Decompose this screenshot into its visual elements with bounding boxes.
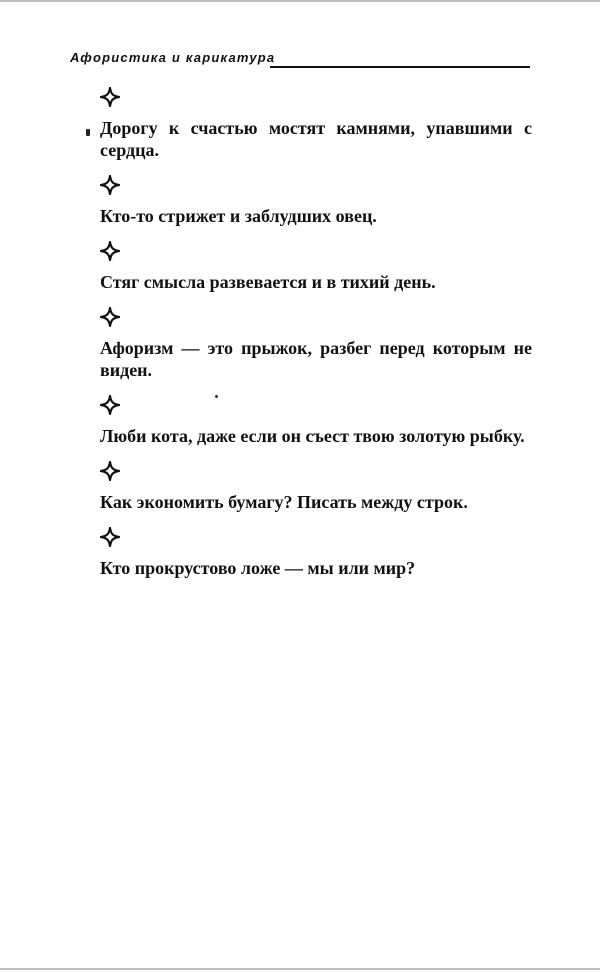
four-point-star-icon: [100, 241, 120, 261]
aphorism-text: Афоризм — это прыжок, разбег перед которым не виден.: [100, 338, 532, 380]
aphorism-list: [100, 87, 532, 593]
aphorism-item: [100, 175, 532, 227]
aphorism-text: Кто прокрустово ложе — мы или мир?: [100, 558, 416, 578]
page-top-border: [0, 0, 600, 2]
four-point-star-icon: [100, 307, 120, 327]
four-point-star-icon: [100, 175, 120, 195]
aphorism-item: [100, 87, 532, 161]
running-header: [70, 50, 530, 66]
aphorism-item: [100, 395, 532, 447]
aphorism-item: [100, 527, 532, 579]
aphorism-item: [100, 307, 532, 381]
four-point-star-icon: [100, 461, 120, 481]
four-point-star-icon: [100, 395, 120, 415]
running-title: Афористика и карикатура: [70, 50, 276, 65]
stray-print-dot: [215, 395, 218, 398]
aphorism-text: Дорогу к счастью мостят камнями, упавшими с сердца.: [100, 118, 532, 160]
four-point-star-icon: [100, 87, 120, 107]
four-point-star-icon: [100, 527, 120, 547]
aphorism-text: Как экономить бумагу? Писать между строк.: [100, 492, 468, 512]
aphorism-text: Люби кота, даже если он съест твою золотую рыбку.: [100, 426, 525, 446]
aphorism-item: [100, 461, 532, 513]
header-rule: [270, 66, 530, 68]
aphorism-text: Кто-то стрижет и заблудших овец.: [100, 206, 377, 226]
stray-print-mark: [86, 129, 90, 136]
aphorism-text: Стяг смысла развевается и в тихий день.: [100, 272, 436, 292]
page-bottom-border: [0, 968, 600, 970]
aphorism-item: [100, 241, 532, 293]
